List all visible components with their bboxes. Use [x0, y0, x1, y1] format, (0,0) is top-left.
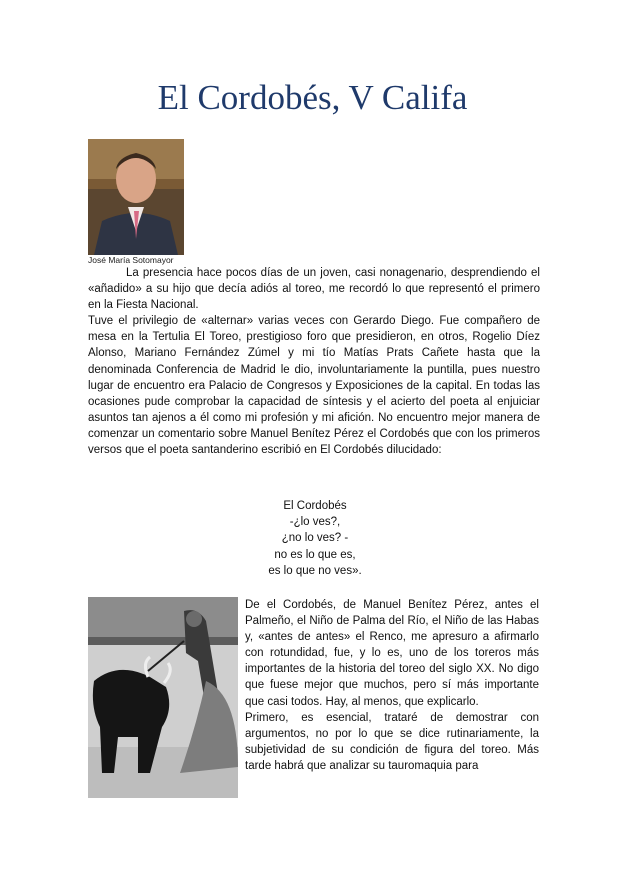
- bullfight-photo: [88, 597, 238, 798]
- paragraph: Primero, es esencial, trataré de demostrar con argumentos, no por lo que se dice rutinariamente, la subjetividad de su condición de figura del toreo. Más tarde habrá que analizar su tauromaquia para: [245, 711, 539, 772]
- author-photo: [88, 139, 184, 255]
- author-caption: José María Sotomayor: [88, 255, 174, 265]
- poem: [180, 498, 450, 579]
- portrait-photo-icon: [88, 139, 184, 255]
- poem-line: -¿lo ves?,: [289, 516, 341, 529]
- side-column-text: [245, 597, 539, 774]
- poem-line: ¿no lo ves? -: [281, 532, 349, 545]
- paragraph: De el Cordobés, de Manuel Benítez Pérez, antes el Palmeño, el Niño de Palma del Río, el Niño de las Habas y, «antes de antes» el Renco, me apresuro a afirmarlo con rotundidad, fue, y lo es, uno de los toreros más importantes de la historia del toreo del siglo XX. No digo que fuese mejor que muchos, pero sí más importante que casi todos. Hay, al menos, que explicarlo.: [245, 599, 539, 708]
- paragraph: Tuve el privilegio de «alternar» varias veces con Gerardo Diego. Fue compañero de mesa en la Tertulia El Toreo, prestigioso foro que presidieron, en otros, Rogelio Díez Alonso, Mariano Fernández Zúmel y mi tío Matías Prats Cañete hasta que la denominada Conferencia de Madrid le dio, involuntariamente la puntilla, pues nuestro lugar de encuentro era Palacio de Congresos y Exposiciones de la capital. En todas las ocasiones pude comprobar la capacidad de síntesis y el acierto del poeta al enjuiciar asuntos tan ajenos a él como mi profesión y mi afición. No encuentro mejor manera de comenzar un comentario sobre Manuel Benítez Pérez el Cordobés que con los primeros versos que el poeta santanderino escribió en El Cordobés dilucidado:: [88, 315, 540, 457]
- article-body: [88, 265, 540, 458]
- poem-line: no es lo que es,: [274, 548, 356, 561]
- poem-line: es lo que no ves».: [268, 564, 362, 577]
- bullfighter-photo-icon: [88, 597, 238, 798]
- paragraph: La presencia hace pocos días de un joven, casi nonagenario, desprendiendo el «añadido» a su hijo que decía adiós al toreo, me recordó lo que representó el primero en la Fiesta Nacional.: [88, 267, 540, 312]
- poem-line: El Cordobés: [283, 500, 347, 512]
- page-title: El Cordobés, V Califa: [157, 78, 468, 117]
